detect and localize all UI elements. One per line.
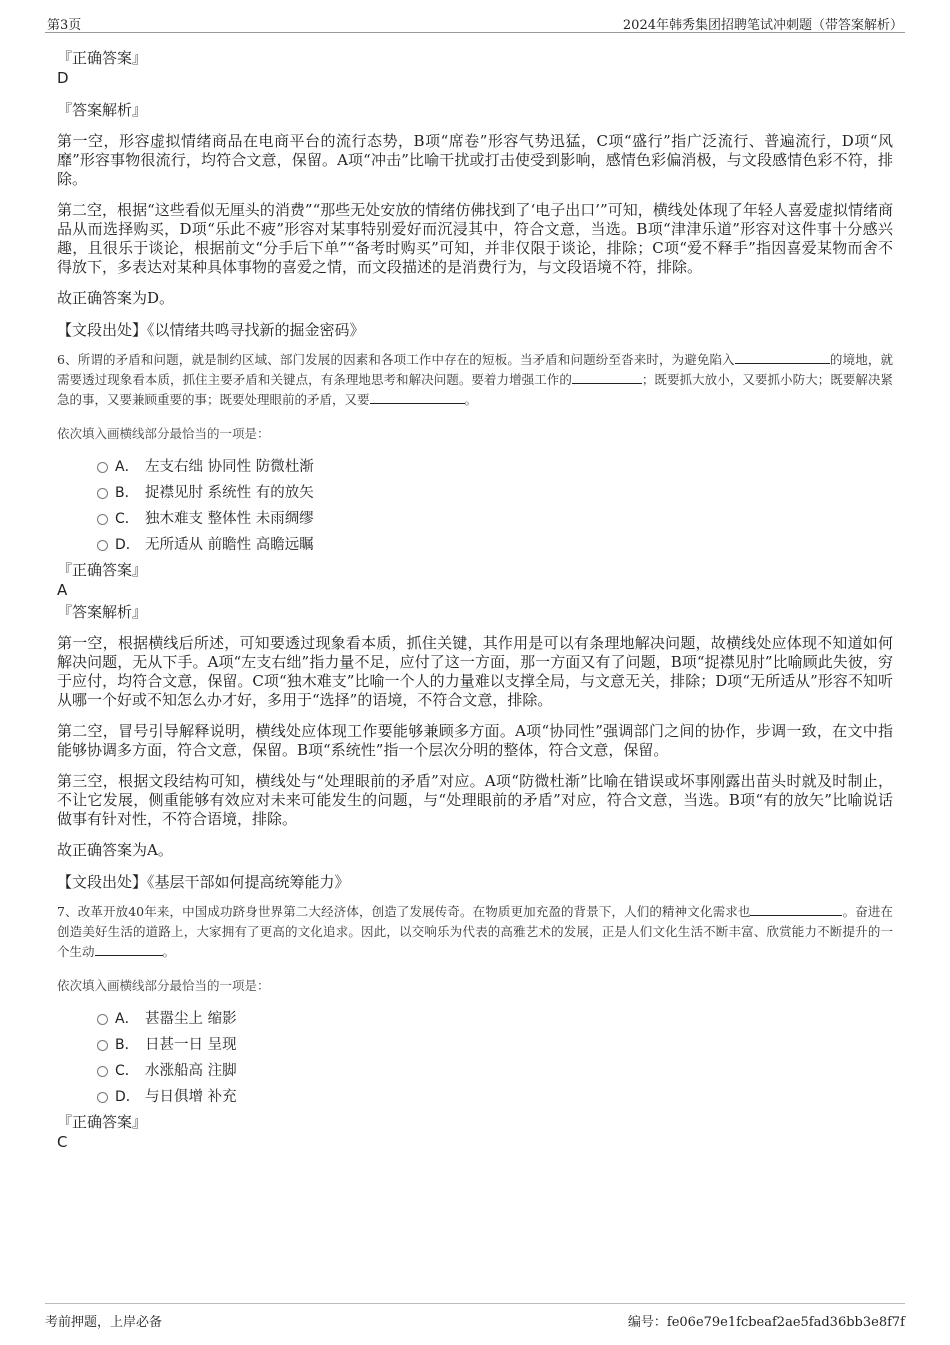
option-letter: A． xyxy=(115,459,139,475)
question-6 xyxy=(57,350,893,892)
radio-icon[interactable] xyxy=(97,488,108,499)
answer-value: C xyxy=(57,1133,68,1151)
option-letter: C． xyxy=(115,511,139,527)
page-content xyxy=(57,48,893,1152)
option-letter: A． xyxy=(115,1011,139,1027)
page-footer xyxy=(45,1303,905,1330)
question-prompt: 依次填入画横线部分最恰当的一项是： xyxy=(57,978,270,993)
option-text: 甚嚣尘上 缩影 xyxy=(145,1011,237,1027)
question-text-part: 。奋进在创造美好生活的道路上，大家拥有了更高的文化追求。因此，以交响乐为代表的高雅艺术的发展，正是人们文化生活不断丰富、欣赏能力不断提升的一个生动 xyxy=(57,904,893,959)
radio-icon[interactable] xyxy=(97,514,108,525)
question-text-part: 。 xyxy=(464,392,478,407)
q5-answer-section xyxy=(57,48,893,340)
option-list xyxy=(57,454,893,558)
source-citation: 【文段出处】《以情绪共鸣寻找新的掘金密码》 xyxy=(57,321,365,339)
analysis-paragraph: 第三空，根据文段结构可知，横线处与“处理眼前的矛盾”对应。A项“防微杜渐”比喻在错误或坏事刚露出苗头时就及时制止，不让它发展，侧重能够有效应对未来可能发生的问题，与“处理眼前的矛盾”对应，符合文意，当选。B项“有的放矢”比喻说话做事有针对性，不符合语境，排除。 xyxy=(57,772,893,828)
document-title: 2024年韩秀集团招聘笔试冲刺题（带答案解析） xyxy=(622,18,903,33)
analysis-conclusion: 故正确答案为A。 xyxy=(57,841,173,859)
document-code: 编号：fe06e79e1fcbeaf2ae5fad36bb3e8f7f xyxy=(627,1315,905,1330)
question-prompt: 依次填入画横线部分最恰当的一项是： xyxy=(57,426,270,441)
analysis-label: 『答案解析』 xyxy=(57,101,148,119)
option-letter: B． xyxy=(115,485,139,501)
answer-label: 『正确答案』 xyxy=(57,561,148,579)
fill-blank xyxy=(95,943,163,956)
option-text: 独木难支 整体性 未雨绸缪 xyxy=(145,511,314,527)
option-letter: B． xyxy=(115,1037,139,1053)
analysis-paragraph: 第一空，根据横线后所述，可知要透过现象看本质，抓住关键，其作用是可以有条理地解决问题，故横线处应体现不知道如何解决问题，无从下手。A项“左支右绌”指力量不足，应付了这一方面，那一方面又有了问题，B项“捉襟见肘”比喻顾此失彼，穷于应付，均符合文意，保留。C项“独木难支”比喻一个人的力量难以支撑全局，与文意无关，排除；D项“无所适从”形容不知听从哪一个好或不知怎么办才好，多用于“选择”的语境，不符合文意，排除。 xyxy=(57,634,893,709)
option-list xyxy=(57,1006,893,1110)
radio-icon[interactable] xyxy=(97,1014,108,1025)
question-text-part: 。 xyxy=(162,944,176,959)
analysis-paragraph: 第一空，形容虚拟情绪商品在电商平台的流行态势，B项“席卷”形容气势迅猛，C项“盛行”指广泛流行、普遍流行，D项“风靡”形容事物很流行，均符合文意，保留。A项“冲击”比喻干扰或打击使受到影响，感情色彩偏消极，与文段感情色彩不符，排除。 xyxy=(57,132,893,188)
radio-icon[interactable] xyxy=(97,1092,108,1103)
option-letter: C． xyxy=(115,1063,139,1079)
source-citation: 【文段出处】《基层干部如何提高统筹能力》 xyxy=(57,873,350,891)
option-a[interactable] xyxy=(57,454,893,480)
option-c[interactable] xyxy=(57,1058,893,1084)
question-text xyxy=(57,902,893,962)
answer-label: 『正确答案』 xyxy=(57,1113,148,1131)
option-a[interactable] xyxy=(57,1006,893,1032)
option-letter: D． xyxy=(115,1089,140,1105)
question-text-part: 的境地，就需要透过现象看本质，抓住主要矛盾和关键点，有条理地思考和解决问题。要着力增强工作的 xyxy=(57,352,893,387)
answer-label: 『正确答案』 xyxy=(57,49,148,67)
answer-value: A xyxy=(57,581,68,599)
question-7 xyxy=(57,902,893,1152)
option-d[interactable] xyxy=(57,532,893,558)
analysis-paragraph: 第二空，冒号引导解释说明，横线处应体现工作要能够兼顾多方面。A项“协同性”强调部门之间的协作，步调一致，在文中指能够协调多方面，符合文意，保留。B项“系统性”指一个层次分明的整体，符合文意，保留。 xyxy=(57,722,893,759)
footer-divider xyxy=(45,1303,905,1304)
radio-icon[interactable] xyxy=(97,1040,108,1051)
fill-blank xyxy=(572,371,642,384)
option-b[interactable] xyxy=(57,1032,893,1058)
footer-slogan: 考前押题，上岸必备 xyxy=(45,1315,163,1330)
question-text-part: ；既要抓大放小，又要抓小防大；既要解决紧急的事，又要兼顾重要的事；既要处理眼前的矛盾，又要 xyxy=(57,372,893,407)
fill-blank xyxy=(735,351,830,364)
option-d[interactable] xyxy=(57,1084,893,1110)
option-text: 水涨船高 注脚 xyxy=(145,1063,237,1079)
option-text: 日甚一日 呈现 xyxy=(145,1037,237,1053)
answer-value: D xyxy=(57,69,69,87)
question-text-part: 7、改革开放40年来，中国成功跻身世界第二大经济体，创造了发展传奇。在物质更加充盈的背景下，人们的精神文化需求也 xyxy=(57,904,751,919)
radio-icon[interactable] xyxy=(97,540,108,551)
analysis-paragraph: 第二空，根据“这些看似无厘头的消费”“那些无处安放的情绪仿佛找到了‘电子出口’”可知，横线处体现了年轻人喜爱虚拟情绪商品从而选择购买，D项“乐此不疲”形容对某事特别爱好而沉浸其中，符合文意，当选。B项“津津乐道”形容对这件事十分感兴趣，且很乐于谈论，根据前文“分手后下单”“备考时购买”可知，并非仅限于谈论，排除；C项“爱不释手”指因喜爱某物而舍不得放下，多表达对某种具体事物的喜爱之情，而文段描述的是消费行为，与文段语境不符，排除。 xyxy=(57,201,893,276)
question-text-part: 6、所谓的矛盾和问题，就是制约区域、部门发展的因素和各项工作中存在的短板。当矛盾和问题纷至沓来时，为避免陷入 xyxy=(57,352,735,367)
analysis-label: 『答案解析』 xyxy=(57,603,148,621)
option-b[interactable] xyxy=(57,480,893,506)
option-text: 左支右绌 协同性 防微杜渐 xyxy=(145,459,314,475)
fill-blank xyxy=(370,391,465,404)
radio-icon[interactable] xyxy=(97,1066,108,1077)
option-text: 捉襟见肘 系统性 有的放矢 xyxy=(145,485,314,501)
analysis-conclusion: 故正确答案为D。 xyxy=(57,289,175,307)
option-text: 与日俱增 补充 xyxy=(145,1089,237,1105)
question-text xyxy=(57,350,893,410)
radio-icon[interactable] xyxy=(97,462,108,473)
page-number: 第3页 xyxy=(47,18,82,33)
fill-blank xyxy=(750,903,842,916)
option-text: 无所适从 前瞻性 高瞻远瞩 xyxy=(145,537,314,553)
option-letter: D． xyxy=(115,537,140,553)
option-c[interactable] xyxy=(57,506,893,532)
page-header xyxy=(45,12,905,33)
